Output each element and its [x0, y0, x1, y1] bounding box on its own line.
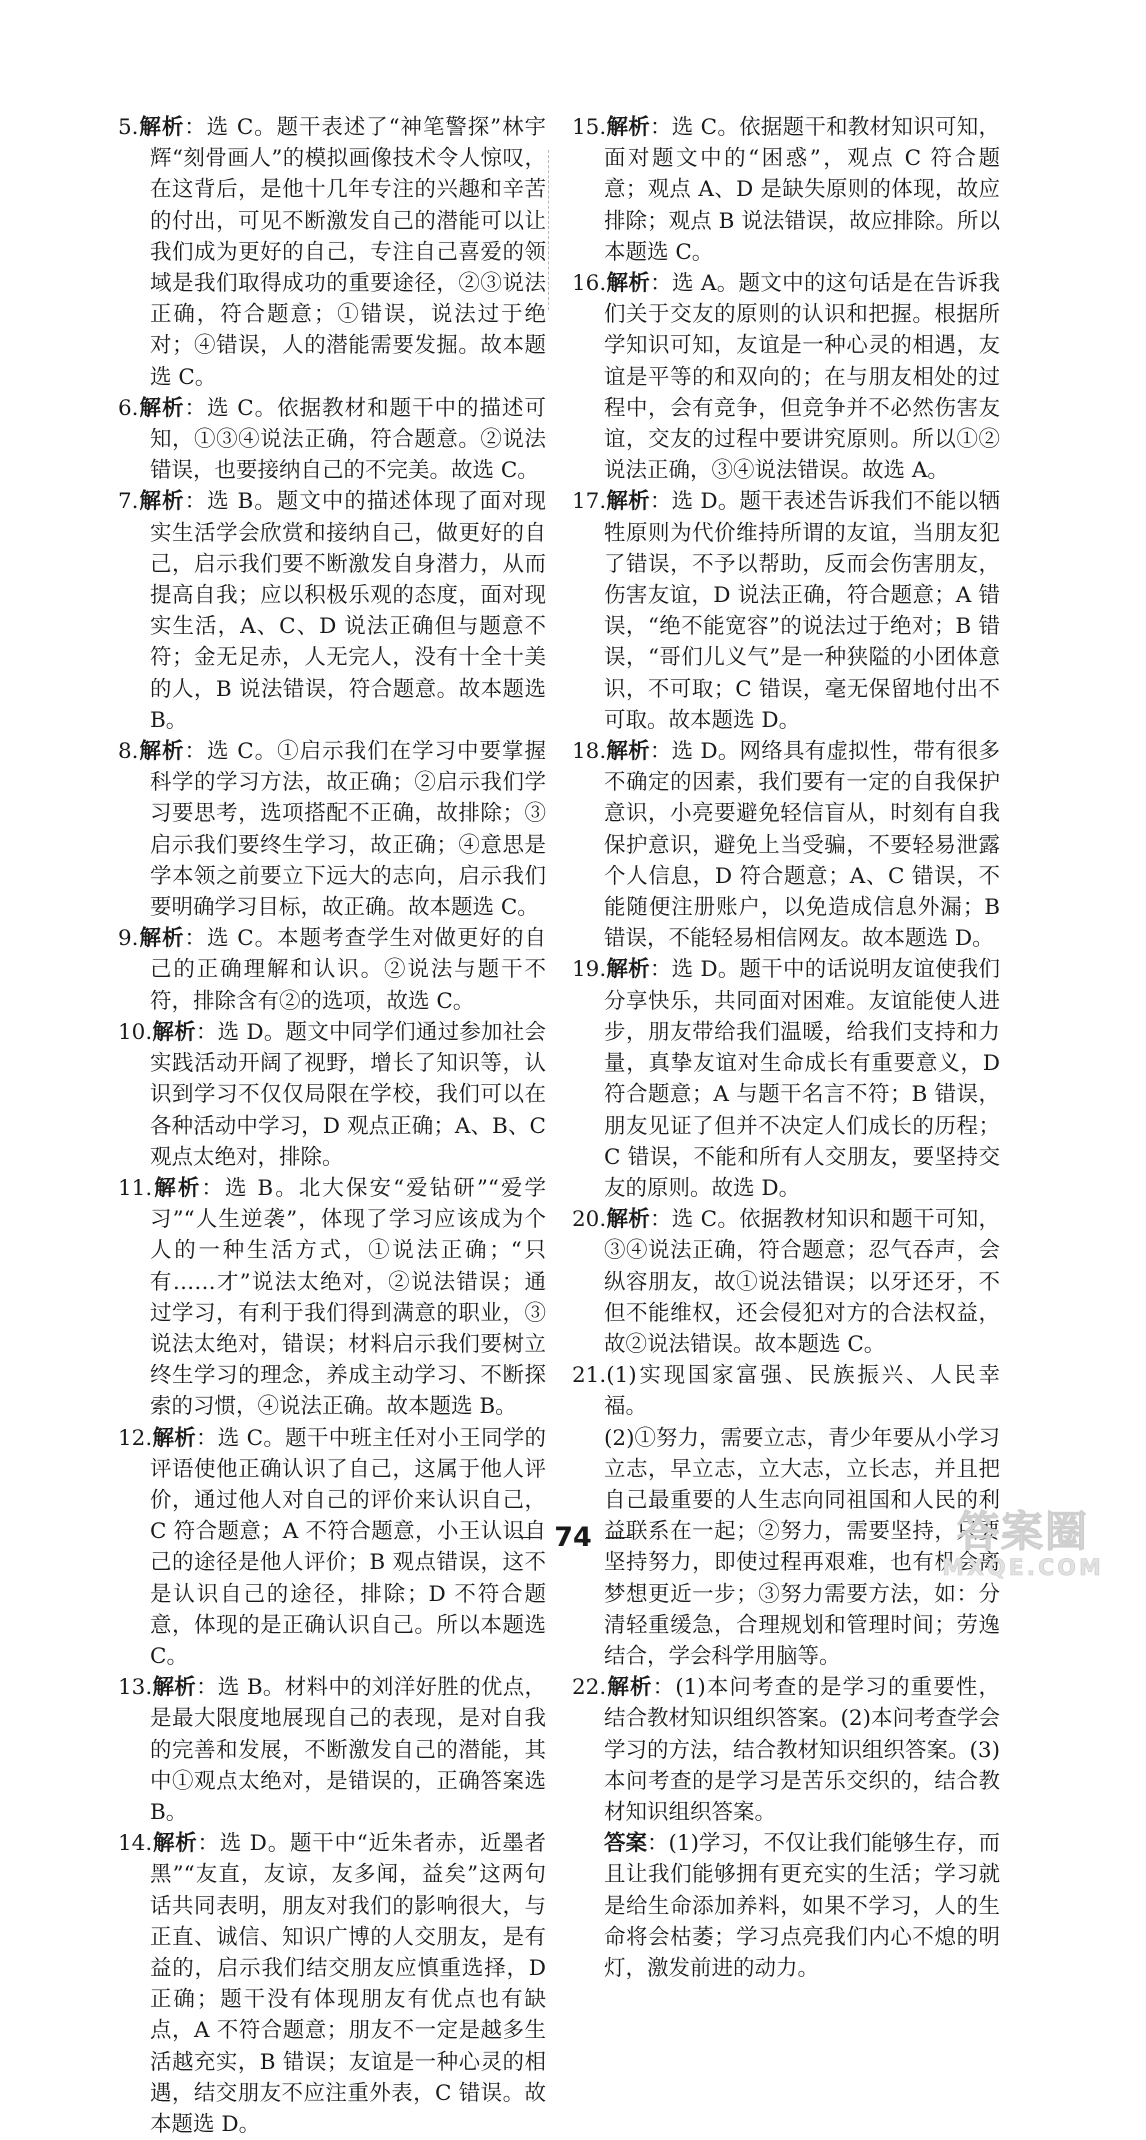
answer-item-10: 10.解析：选 D。题文中同学们通过参加社会实践活动开阔了视野，增长了知识等，认识到学习不仅仅局限在学校，我们可以在各种活动中学习，D 观点正确；A、B、C 观点太绝对，排除。	[118, 1019, 546, 1170]
answer-item-20: 20.解析：选 C。依据教材知识和题干可知，③④说法正确，符合题意；忍气吞声，会纵容朋友，故①说法错误；以牙还牙，不但不能维权，还会侵犯对方的合法权益，故②说法错误。故本题选 C。	[572, 1207, 1000, 1357]
answer-item-19: 19.解析：选 D。题干中的话说明友谊使我们分享快乐，共同面对困难。友谊能使人进步，朋友带给我们温暖，给我们支持和力量，真挚友谊对生命成长有重要意义，D 符合题意；A 与题干名言不符；B 错误，朋友见证了但并不决定人们成长的历程；C 错误，不能和所有人交朋友，要坚持交友的原则。故选 D。	[572, 957, 1000, 1201]
answer-item-7: 7.解析：选 B。题文中的描述体现了面对现实生活学会欣赏和接纳自己，做更好的自己，启示我们要不断激发自身潜力，从而提高自我；应以积极乐观的态度，面对现实生活，A、C、D 说法正确但与题意不符；金无足赤，人无完人，没有十全十美的人，B 说法错误，符合题意。故本题选 B。	[118, 489, 546, 733]
answer-item-14: 14.解析：选 D。题干中“近朱者赤，近墨者黑”“友直，友谅，友多闻，益矣”这两句话共同表明，朋友对我们的影响很大，与正直、诚信、知识广博的人交朋友，是有益的，启示我们结交朋友应慎重选择，D 正确；题干没有体现朋友有优点也有缺点，A 不符合题意；朋友不一定是越多生活越充实，B 错误；友谊是一种心灵的相遇，结交朋友不应注重外表，C 错误。故本题选 D。	[118, 1831, 546, 2137]
answer-item-11: 11.解析：选 B。北大保安“爱钻研”“爱学习”“人生逆袭”，体现了学习应该成为个人的一种生活方式，①说法正确；“只有……才”说法太绝对，②说法错误；通过学习，有利于我们得到满意的职业，③说法太绝对，错误；材料启示我们要树立终生学习的理念，养成主动学习、不断探索的习惯，④说法正确。故本题选 B。	[118, 1175, 546, 1420]
answer-item-22-answer: 答案：(1)学习，不仅让我们能够生存，而且让我们能够拥有更充实的生活；学习就是给生命添加养料，如果不学习，人的生命将会枯萎；学习点亮我们内心不熄的明灯，激发前进的动力。	[604, 1831, 1000, 1981]
answer-item-8: 8.解析：选 C。①启示我们在学习中要掌握科学的学习方法，故正确；②启示我们学习要思考，选项搭配不正确，故排除；③启示我们要终生学习，故正确；④意思是学本领之前要立下远大的志向，启示我们要明确学习目标，故正确。故本题选 C。	[118, 739, 546, 921]
answer-item-12: 12.解析：选 C。题干中班主任对小王同学的评语使他正确认识了自己，这属于他人评价，通过他人对自己的评价来认识自己，C 符合题意；A 不符合题意，小王认识自己的途径是他人评价；B 观点错误，这不是认识自己的途径，排除；D 不符合题意，体现的是正确认识自己。所以本题选 C。	[118, 1425, 546, 1669]
page-number: 74	[554, 1522, 592, 1553]
answer-item-16: 16.解析：选 A。题文中的这句话是在告诉我们关于交友的原则的认识和把握。根据所学知识可知，友谊是一种心灵的相遇，友谊是平等的和双向的；在与朋友相处的过程中，会有竞争，但竞争并不必然伤害友谊，交友的过程中要讲究原则。所以①②说法正确，③④说法错误。故选 A。	[572, 271, 1000, 484]
answer-item-15: 15.解析：选 C。依据题干和教材知识可知，面对题文中的“困惑”，观点 C 符合题意；观点 A、D 是缺失原则的体现，故应排除；观点 B 说法错误，故应排除。所以本题选 C。	[572, 115, 1000, 265]
answer-item-5: 5.解析：选 C。题干表述了“神笔警探”林宇辉“刻骨画人”的模拟画像技术令人惊叹，在这背后，是他十几年专注的兴趣和辛苦的付出，可见不断激发自己的潜能可以让我们成为更好的自己，专注自己喜爱的领域是我们取得成功的重要途径，②③说法正确，符合题意；①错误，说法过于绝对；④错误，人的潜能需要发掘。故本题选 C。	[118, 115, 546, 390]
answer-item-21: 21.(1)实现国家富强、民族振兴、人民幸福。	[572, 1363, 1000, 1420]
answer-item-17: 17.解析：选 D。题干表述告诉我们不能以牺牲原则为代价维持所谓的友谊，当朋友犯了错误，不予以帮助，反而会伤害朋友，伤害友谊，D 说法正确，符合题意；A 错误，“绝不能宽容”的说法过于绝对；B 错误，“哥们儿义气”是一种狭隘的小团体意识，不可取；C 错误，毫无保留地付出不可取。故本题选 D。	[572, 489, 1000, 733]
column-divider	[548, 150, 549, 310]
answer-item-18: 18.解析：选 D。网络具有虚拟性，带有很多不确定的因素，我们要有一定的自我保护意识，小亮要避免轻信盲从，时刻有自我保护意识，避免上当受骗，不要轻易泄露个人信息，D 符合题意；A、C 错误，不能随便注册账户，以免造成信息外漏；B 错误，不能轻易相信网友。故本题选 D。	[572, 739, 1000, 952]
answer-item-13: 13.解析：选 B。材料中的刘洋好胜的优点，是最大限度地展现自己的表现，是对自我的完善和发展，不断激发自己的潜能，其中①观点太绝对，是错误的，正确答案选 B。	[118, 1675, 546, 1825]
left-column	[118, 112, 546, 2140]
footer-dash-right	[606, 1537, 632, 1538]
footer-dash-left	[514, 1537, 540, 1538]
answer-item-6: 6.解析：选 C。依据教材和题干中的描述可知，①③④说法正确，符合题意。②说法错误，也要接纳自己的不完美。故选 C。	[118, 395, 546, 484]
right-column	[572, 112, 1000, 1984]
answer-item-21-part2: (2)①努力，需要立志，青少年要从小学习立志，早立志，立大志，立长志，并且把自己最重要的人生志向同祖国和人民的利益联系在一起；②努力，需要坚持，只要坚持努力，即使过程再艰难，也有机会离梦想更近一步；③努力需要方法，如：分清轻重缓急，合理规划和管理时间；劳逸结合，学会科学用脑等。	[604, 1425, 1000, 1669]
watermark-logo	[918, 1508, 1128, 1584]
answer-item-22: 22.解析：(1)本问考查的是学习的重要性，结合教材知识组织答案。(2)本问考查学会学习的方法，结合教材知识组织答案。(3)本问考查的是学习是苦乐交织的，结合教材知识组织答案。	[572, 1675, 1000, 1825]
watermark-url: MXQE.COM	[942, 1556, 1104, 1581]
watermark-cn: 答案圈	[956, 1507, 1089, 1556]
answer-item-9: 9.解析：选 C。本题考查学生对做更好的自己的正确理解和认识。②说法与题干不符，排除含有②的选项，故选 C。	[118, 926, 546, 1014]
